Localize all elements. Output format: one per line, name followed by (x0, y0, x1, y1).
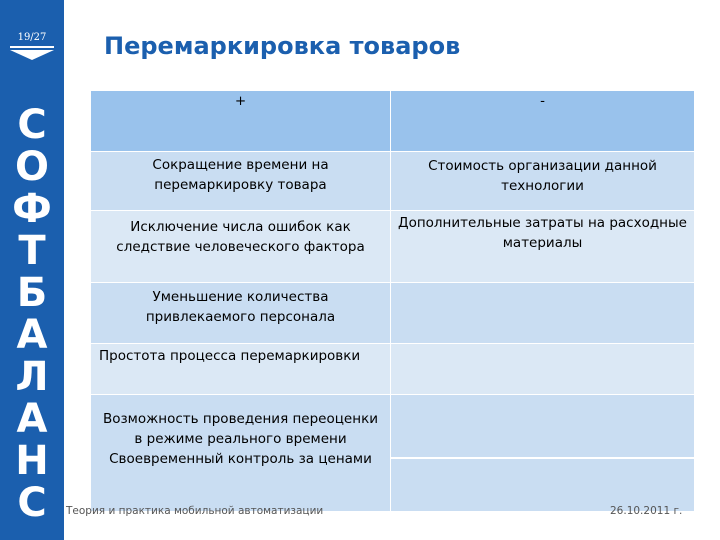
brand-letter: С (17, 480, 47, 526)
pro-cell (91, 211, 391, 283)
table-header-row (91, 91, 695, 152)
pro-text: Возможность проведения переоценки в режиме реального времени (102, 411, 378, 447)
brand-letter: Т (18, 228, 46, 274)
con-cell (391, 395, 695, 512)
brand-letter: С (17, 102, 47, 148)
page-arrow-icon (10, 46, 54, 60)
cell-divider (390, 457, 694, 459)
footer-date: 26.10.2011 г. (610, 505, 683, 517)
table-row (91, 211, 695, 283)
table-row (91, 283, 695, 344)
pro-cell (91, 395, 391, 512)
table-row (91, 395, 695, 512)
pro-text: Исключение числа ошибок как следствие человеческого фактора (116, 219, 365, 255)
pro-extra-text: Своевременный контроль за ценами (109, 451, 372, 467)
pros-cons-table (90, 90, 695, 512)
brand-logo (0, 104, 64, 524)
brand-sidebar (0, 0, 64, 540)
table-row (91, 344, 695, 395)
brand-letter: О (14, 144, 49, 190)
plus-header: + (91, 91, 391, 152)
page-number: 19/27 (17, 32, 47, 43)
con-text: Стоимость организации данной технологии (428, 158, 657, 194)
brand-letter: Б (16, 270, 48, 316)
pro-cell (91, 283, 391, 344)
con-cell (391, 211, 695, 283)
footer-caption: Теория и практика мобильной автоматизации (66, 505, 324, 517)
pro-text: Простота процесса перемаркировки (99, 348, 361, 364)
table-row (91, 152, 695, 211)
minus-header: - (391, 91, 695, 152)
brand-letter: Н (15, 438, 49, 484)
con-cell (391, 283, 695, 344)
pro-cell (91, 152, 391, 211)
brand-letter: Л (15, 354, 49, 400)
con-cell (391, 152, 695, 211)
con-text: Дополнительные затраты на расходные материалы (398, 215, 687, 251)
slide-title: Перемаркировка товаров (104, 32, 461, 60)
brand-letter: Ф (12, 186, 52, 232)
brand-letter: А (16, 312, 48, 358)
pro-text: Сокращение времени на перемаркировку товара (152, 157, 329, 193)
pro-text: Уменьшение количества привлекаемого персонала (145, 289, 336, 325)
brand-letter: А (16, 396, 48, 442)
con-cell (391, 344, 695, 395)
pro-cell (91, 344, 391, 395)
